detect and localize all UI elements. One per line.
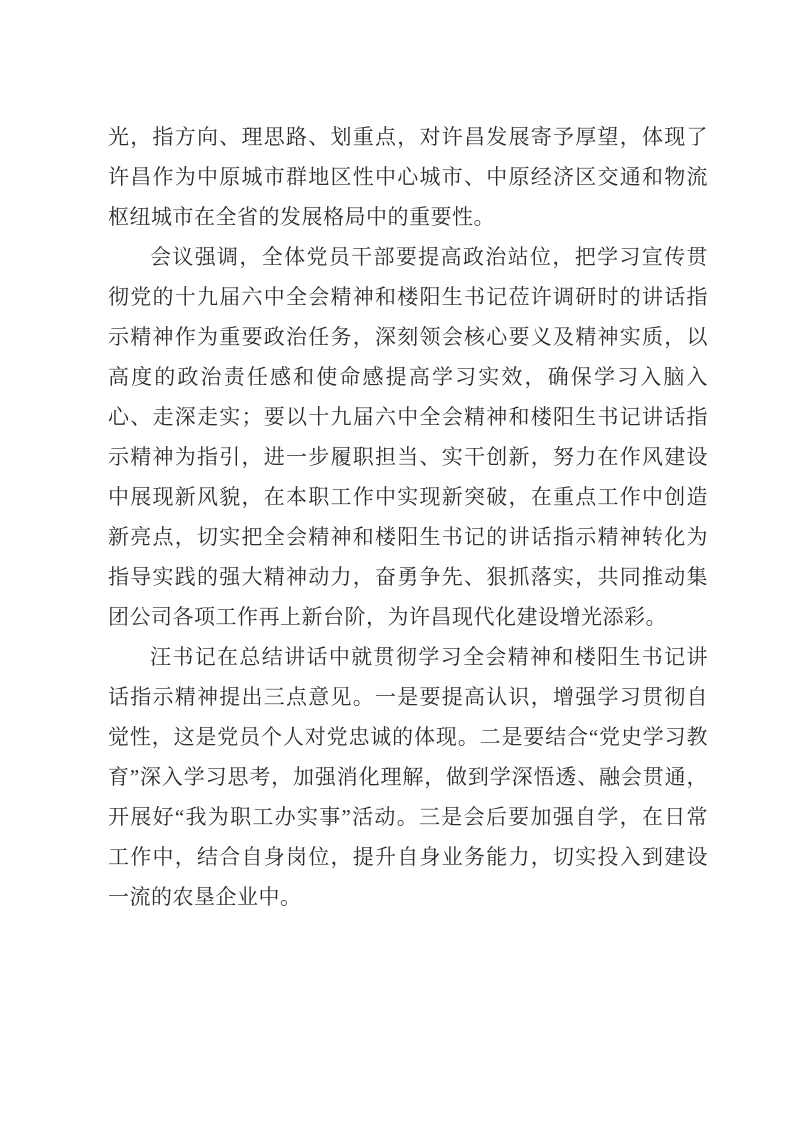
paragraph-secretary-remarks: 汪书记在总结讲话中就贯彻学习全会精神和楼阳生书记讲话指示精神提出三点意见。一是要提高认识，增强学习贯彻自觉性，这是党员个人对党忠诚的体现。二是要结合“党史学习教育”深入学习思考，加强消化理解，做到学深悟透、融会贯通，开展好“我为职工办实事”活动。三是会后要加强自学，在日常工作中，结合自身岗位，提升自身业务能力，切实投入到建设一流的农垦企业中。 (108, 645, 708, 909)
text-content (108, 117, 708, 917)
paragraph-meeting-emphasis: 会议强调，全体党员干部要提高政治站位，把学习宣传贯彻党的十九届六中全会精神和楼阳生书记莅许调研时的讲话指示精神作为重要政治任务，深刻领会核心要义及精神实质，以高度的政治责任感和使命感提高学习实效，确保学习入脑入心、走深走实；要以十九届六中全会精神和楼阳生书记讲话指示精神为指引，进一步履职担当、实干创新，努力在作风建设中展现新风貌，在本职工作中实现新突破，在重点工作中创造新亮点，切实把全会精神和楼阳生书记的讲话指示精神转化为指导实践的强大精神动力，奋勇争先、狠抓落实，共同推动集团公司各项工作再上新台阶，为许昌现代化建设增光添彩。 (108, 245, 708, 629)
paragraph-continuation: 光，指方向、理思路、划重点，对许昌发展寄予厚望，体现了许昌作为中原城市群地区性中心城市、中原经济区交通和物流枢纽城市在全省的发展格局中的重要性。 (108, 125, 708, 229)
